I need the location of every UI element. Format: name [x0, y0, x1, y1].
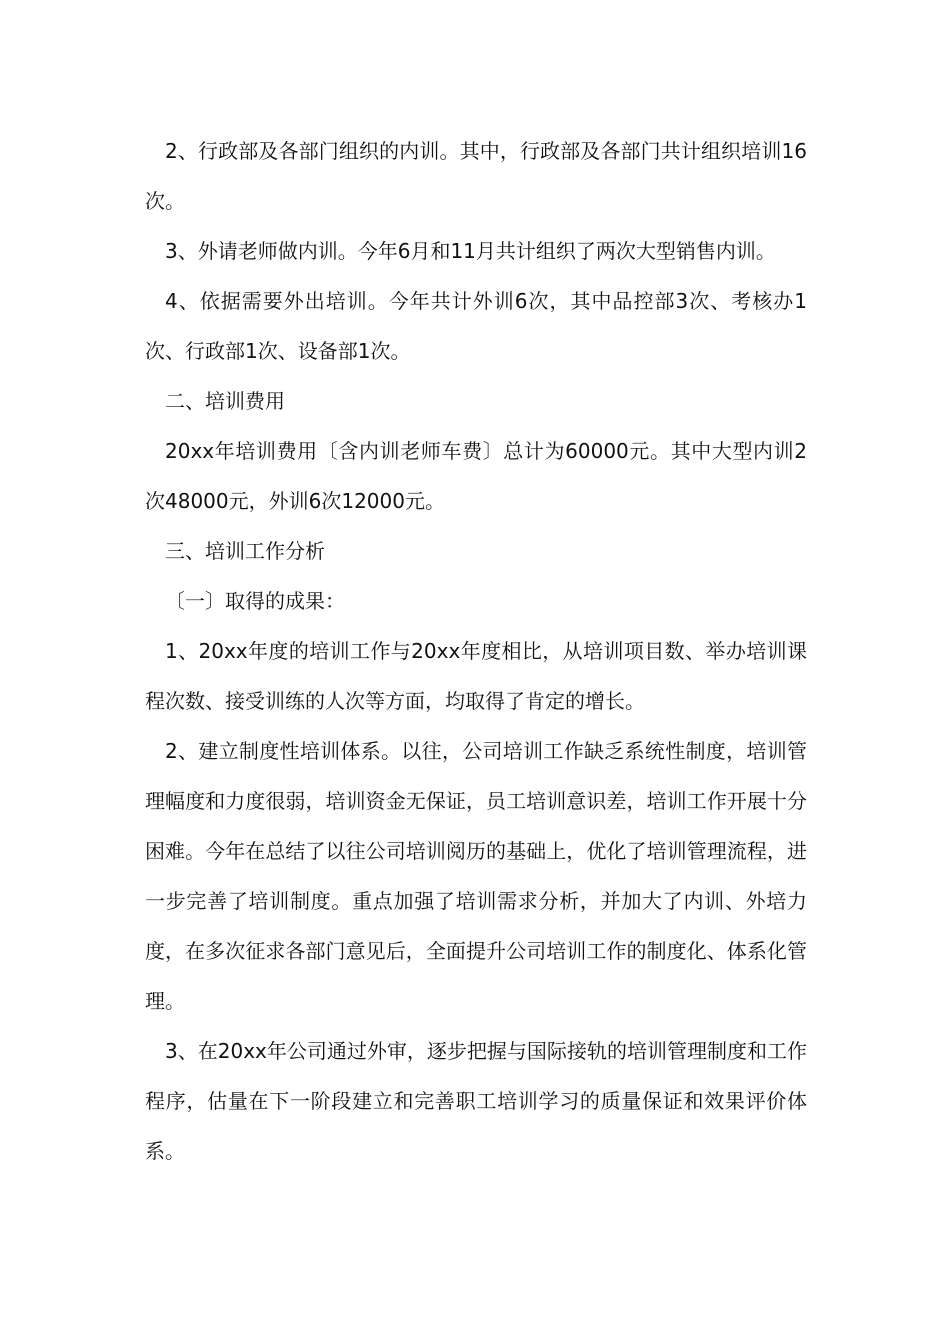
paragraph-item-3-external-teachers: 3、外请老师做内训。今年6月和11月共计组织了两次大型销售内训。 [165, 239, 776, 263]
paragraph-item-2-internal-training: 2、行政部及各部门组织的内训。其中，行政部及各部门共计组织培训16次。 [145, 139, 807, 213]
section-heading-training-analysis: 三、培训工作分析 [165, 539, 325, 563]
paragraph-training-costs: 20xx年培训费用〔含内训老师车费〕总计为60000元。其中大型内训2次48000元，外训6次12000元。 [145, 439, 807, 513]
paragraph-item-4-outside-training: 4、依据需要外出培训。今年共计外训6次，其中品控部3次、考核办1次、行政部1次、设备部1次。 [145, 289, 807, 363]
subheading-achievements: 〔一〕取得的成果： [165, 589, 345, 613]
paragraph-achievement-1: 1、20xx年度的培训工作与20xx年度相比，从培训项目数、举办培训课程次数、接受训练的人次等方面，均取得了肯定的增长。 [145, 639, 807, 713]
document-body [145, 126, 807, 1176]
section-heading-training-costs: 二、培训费用 [165, 389, 285, 413]
paragraph-achievement-3: 3、在20xx年公司通过外审，逐步把握与国际接轨的培训管理制度和工作程序，估量在下一阶段建立和完善职工培训学习的质量保证和效果评价体系。 [145, 1039, 807, 1163]
paragraph-achievement-2: 2、建立制度性培训体系。以往，公司培训工作缺乏系统性制度，培训管理幅度和力度很弱，培训资金无保证，员工培训意识差，培训工作开展十分困难。今年在总结了以往公司培训阅历的基础上，优化了培训管理流程，进一步完善了培训制度。重点加强了培训需求分析，并加大了内训、外培力度，在多次征求各部门意见后，全面提升公司培训工作的制度化、体系化管理。 [145, 739, 807, 1013]
